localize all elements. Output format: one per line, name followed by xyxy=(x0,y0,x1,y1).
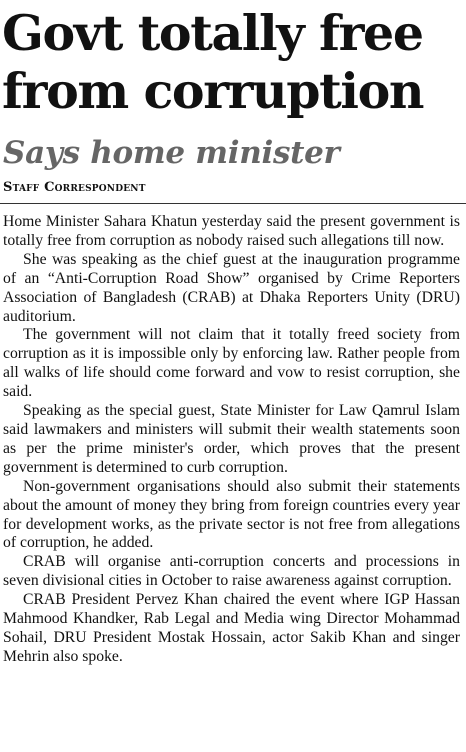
paragraph-6: CRAB will organise anti-corruption concerts and processions in seven divisional cities in October to raise awareness against corruption. xyxy=(3,553,460,590)
headline-line-2: from corruption xyxy=(2,62,424,120)
byline-divider xyxy=(0,203,466,204)
byline: Staff Correspondent xyxy=(3,180,146,195)
paragraph-4: Speaking as the special guest, State Minister for Law Qamrul Islam said lawmakers and ministers will submit their wealth statements soon as per the prime minister's order, which proves that the present government is determined to curb corruption. xyxy=(3,402,460,476)
paragraph-7: CRAB President Pervez Khan chaired the event where IGP Hassan Mahmood Khandker, Rab Legal and Media wing Director Mohammad Sohail, DRU President Mostak Hossain, actor Sakib Khan and singer Mehrin also spoke. xyxy=(3,591,460,665)
paragraph-2: She was speaking as the chief guest at the inauguration programme of an “Anti-Corruption Road Show” organised by Crime Reporters Association of Bangladesh (CRAB) at Dhaka Reporters Unity (DRU) auditorium. xyxy=(3,250,460,325)
paragraph-1: Home Minister Sahara Khatun yesterday said the present government is totally free from corruption as nobody raised such allegations till now. xyxy=(3,213,460,249)
headline xyxy=(0,4,464,120)
paragraph-3: The government will not claim that it totally freed society from corruption as it is impossible only by enforcing law. Rather people from all walks of life should come forward and vow to resist corruption, she said. xyxy=(3,326,460,401)
subheadline: Says home minister xyxy=(3,135,340,171)
article-body xyxy=(3,213,460,667)
paragraph-5: Non-government organisations should also submit their statements about the amount of money they bring from foreign countries every year for development works, as the private sector is not free from allegations of corruption, he added. xyxy=(3,477,460,552)
headline-line-1: Govt totally free xyxy=(2,4,423,62)
